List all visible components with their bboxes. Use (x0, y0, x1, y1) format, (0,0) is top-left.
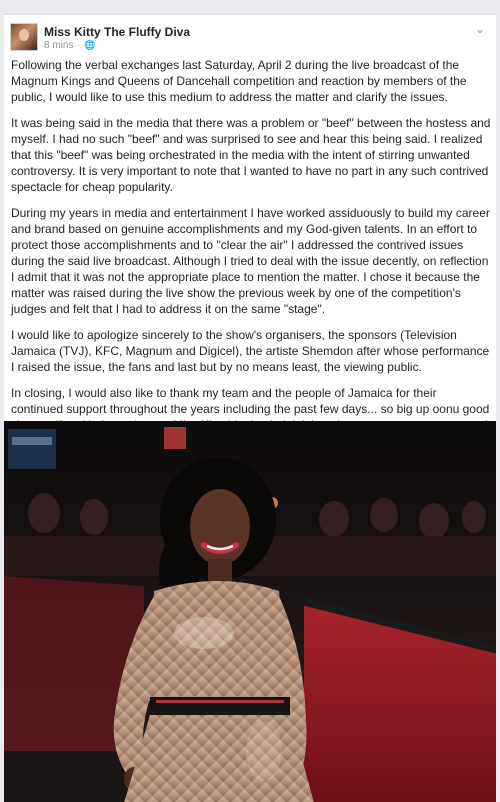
post-paragraph: Following the verbal exchanges last Saturday, April 2 during the live broadcast of the Magnum Kings and Queens of Dancehall competition and reaction by members of the public, I would like to use this medium to address the matter and clarify the issues. (11, 58, 467, 104)
avatar[interactable] (10, 23, 38, 51)
post-paragraph: In closing, I would also like to thank my team and the people of Jamaica for their continued support throughout the years including the past few days... so big up oonu good (11, 386, 490, 416)
post-paragraph: During my years in media and entertainment I have worked assiduously to build my career and brand based on genuine accomplishments and my God-given talents. In an effort to protect those accomplishments and to "clear the air" I addressed the contrived issues during the said live broadcast. Although I tried to deal with the issue decently, on reflection I admit that it was not the appropriate place to mention the matter. I chose it because the matter was raised during the live show the previous week by one of the competition's judges and felt that I had to address it on the same "stage". (11, 206, 490, 316)
post-header (4, 15, 496, 55)
author-name[interactable]: Miss Kitty The Fluffy Diva (44, 25, 191, 39)
post-paragraph: I would like to apologize sincerely to the show's organisers, the sponsors (Television Jamaica (TVJ), KFC, Magnum and Digicel), the artiste Shemdon after whose performance I raised the issue, the fans and last but by no means least, the viewing public. (11, 328, 490, 374)
globe-icon: 🌐 (84, 40, 96, 50)
post-card (4, 14, 496, 802)
meta-separator: · (76, 40, 80, 51)
post-paragraph: It was being said in the media that there was a problem or "beef" between the hostess and myself. I had no such "beef" and was surprised to see and hear this being said. I realized that this "beef" was being orchestrated in the media with the intent of stirring unwanted controversy. It is very important to note that I wanted to have no part in any such contrived spectacle for cheap popularity. (11, 116, 491, 194)
post-photo[interactable] (4, 421, 496, 802)
chevron-down-icon[interactable]: ⌄ (474, 22, 486, 36)
photo-illustration (4, 421, 496, 802)
post-timestamp[interactable]: 8 mins (44, 40, 74, 51)
post-meta (44, 40, 96, 51)
post-text (11, 57, 491, 443)
